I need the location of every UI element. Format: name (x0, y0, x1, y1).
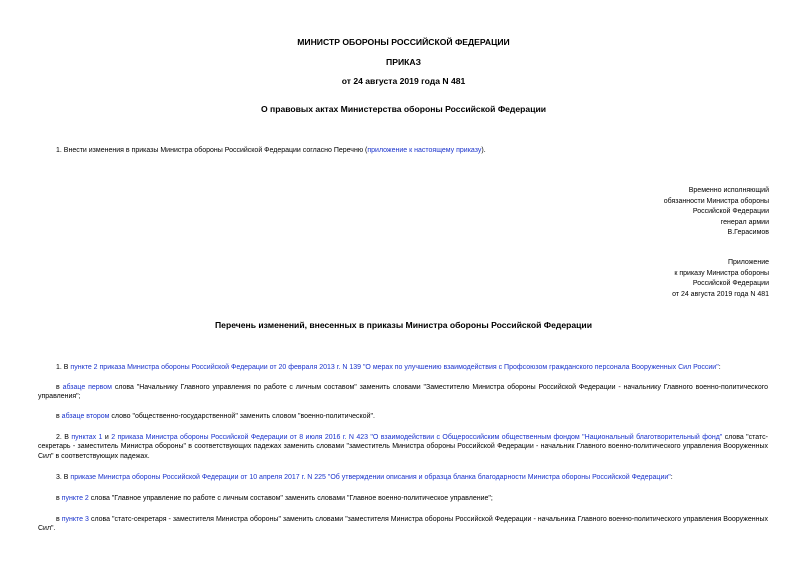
list-item-1a (38, 383, 768, 402)
order-item-1-text: 1. Внести изменения в приказы Министра обороны Российской Федерации согласно Перечню ( (56, 147, 368, 154)
list-item-3a (38, 494, 768, 503)
item-text: в (56, 384, 63, 391)
item-text: : (718, 364, 721, 371)
date-number-heading: от 24 августа 2019 года N 481 (341, 76, 466, 86)
authority-heading: МИНИСТР ОБОРОНЫ РОССИЙСКОЙ ФЕДЕРАЦИИ (297, 37, 510, 47)
item-text: слова "статс-секретаря - заместителя Министра обороны" заменить словами "заместителя Министра обороны Российской Федерации - начальника Главного военно-политического управления Вооруженных Сил". (38, 516, 768, 533)
order-item-1-tail: ). (481, 147, 486, 154)
list-item-3b (38, 515, 768, 534)
signature-block (469, 186, 769, 239)
order-link[interactable]: пункте 2 приказа Министра обороны Российской Федерации от 20 февраля 2013 г. N 139 "О мерах по улучшению взаимодействия с Профсоюзом гражданского персонала Вооруженных Сил России" (70, 364, 719, 371)
item-text: 3. В (56, 474, 71, 481)
item-text: слово "общественно-государственной" заменить словом "военно-политической". (109, 413, 375, 420)
order-link[interactable]: 2 приказа Министра обороны Российской Федерации от 8 июля 2016 г. N 423 "О взаимодействии с Общероссийским общественным фондом "Национальный благотворительный фонд" (111, 434, 723, 441)
appendix-block (469, 258, 769, 300)
paragraph-link[interactable]: пункте 2 (61, 495, 89, 502)
appendix-link[interactable]: приложение к настоящему приказу (367, 147, 482, 154)
paragraph-link[interactable]: абзаце первом (62, 384, 112, 391)
item-text: 1. В (56, 364, 71, 371)
paragraph-link[interactable]: абзаце втором (61, 413, 110, 420)
list-item-1b (38, 412, 768, 421)
item-text: в (56, 516, 62, 523)
item-text: 2. В (56, 434, 72, 441)
document-title: О правовых актах Министерства обороны Российской Федерации (260, 104, 547, 114)
item-text: в (56, 495, 62, 502)
appendix-line: Российской Федерации (692, 280, 769, 288)
item-text: слова "статс-секретарь - заместитель Министра обороны" в соответствующих падежах заменить словами "заместитель Министра обороны Российской Федерации - начальник Главного военно-политического управления Вооруженных Сил" в соответствующих падежах. (38, 434, 768, 460)
signature-line: Временно исполняющий (688, 187, 769, 194)
signature-line: Российской Федерации (692, 208, 769, 216)
doc-type-heading: ПРИКАЗ (386, 57, 421, 67)
order-link[interactable]: приказе Министра обороны Российской Федерации от 10 апреля 2017 г. N 225 "Об утверждении описания и образца бланка благодарности Министра обороны Российской Федерации" (70, 474, 671, 481)
list-item-3 (38, 473, 768, 482)
appendix-line: Приложение (727, 259, 769, 266)
signature-line: В.Герасимов (727, 229, 769, 237)
signature-line: обязанности Министра обороны (663, 197, 769, 205)
appendix-line: от 24 августа 2019 года N 481 (672, 290, 769, 298)
item-text: слова "Главное управление по работе с личным составом" заменить словами "Главное военно-политическое управление"; (88, 495, 493, 502)
item-text: : (670, 474, 673, 481)
order-item-1 (38, 146, 768, 155)
list-title: Перечень изменений, внесенных в приказы Министра обороны Российской Федерации (215, 320, 592, 330)
item-text: слова "Начальнику Главного управления по работе с личным составом" заменить словами "Заместителю Министра обороны Российской Федерации - начальнику Главного военно-политического управления"; (38, 384, 769, 401)
item-text: в (56, 413, 62, 420)
signature-line: генерал армии (720, 218, 769, 226)
appendix-line: к приказу Министра обороны (674, 269, 769, 277)
item-text: и (102, 434, 112, 441)
paragraph-link[interactable]: пунктах 1 (71, 434, 103, 441)
list-item-1 (38, 363, 768, 372)
list-item-2 (38, 433, 768, 461)
paragraph-link[interactable]: пункте 3 (61, 516, 89, 523)
